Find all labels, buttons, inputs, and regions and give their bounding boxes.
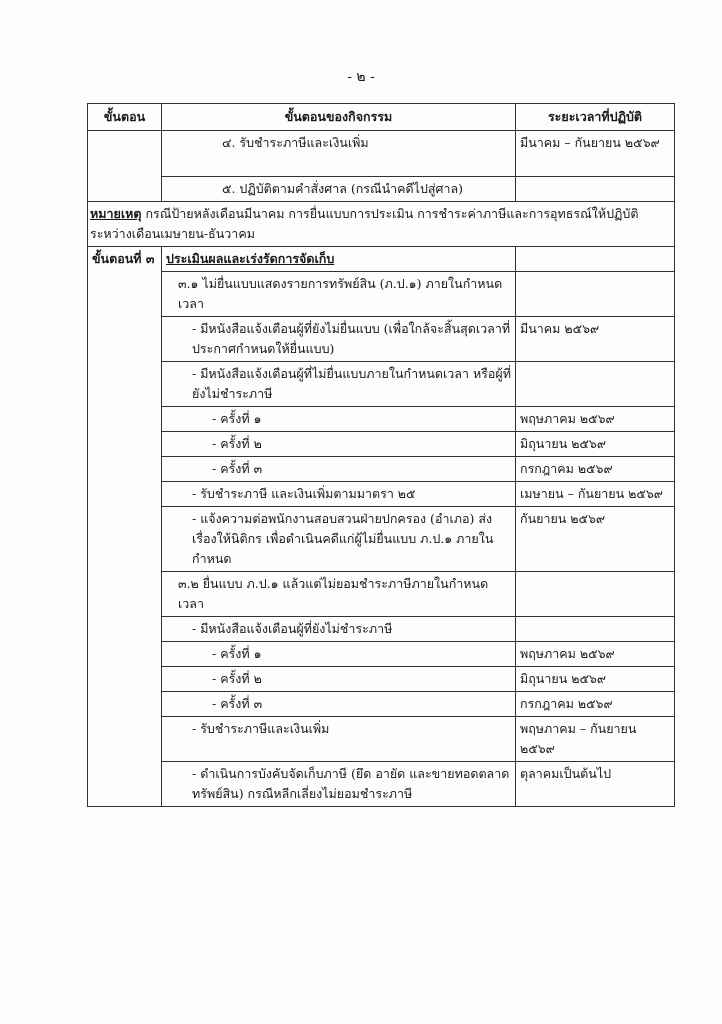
activity-cell: - มีหนังสือแจ้งเตือนผู้ที่ยังไม่ชำระภาษี [162,617,516,642]
activity-cell: - รับชำระภาษี และเงินเพิ่มตามมาตรา ๒๕ [162,482,516,507]
activity-cell: - มีหนังสือแจ้งเตือนผู้ที่ยังไม่ยื่นแบบ (เพื่อใกล้จะสิ้นสุดเวลาที่ประกาศกำหนดให้ยื่นแบบ) [162,317,516,362]
header-period: ระยะเวลาที่ปฏิบัติ [516,104,675,131]
period-cell [516,572,675,617]
period-cell: มิถุนายน ๒๕๖๙ [516,667,675,692]
table-row [88,642,675,667]
table-row [88,667,675,692]
table-row [88,507,675,572]
period-cell [516,177,675,202]
period-cell [516,362,675,407]
activity-cell: - ครั้งที่ ๑ [162,407,516,432]
activity-cell: - ครั้งที่ ๑ [162,642,516,667]
note-label: หมายเหตุ [90,206,142,221]
table-row [88,131,675,177]
period-cell: พฤษภาคม ๒๕๖๙ [516,407,675,432]
period-cell: มีนาคม ๒๕๖๙ [516,317,675,362]
note-row [88,202,675,247]
table-row [88,272,675,317]
table-row [88,482,675,507]
activity-cell: - แจ้งความต่อพนักงานสอบสวนฝ่ายปกครอง (อำเภอ) ส่งเรื่องให้นิติกร เพื่อดำเนินคดีแก่ผู้ไม่ยื่นแบบ ภ.ป.๑ ภายในกำหนด [162,507,516,572]
activity-cell: - รับชำระภาษีและเงินเพิ่ม [162,717,516,762]
header-step: ขั้นตอน [88,104,162,131]
period-cell: มิถุนายน ๒๕๖๙ [516,432,675,457]
activity-cell: - ครั้งที่ ๓ [162,692,516,717]
step-cell-continued [88,131,162,202]
period-cell [516,272,675,317]
table-row [88,457,675,482]
activity-cell: - มีหนังสือแจ้งเตือนผู้ที่ไม่ยื่นแบบภายในกำหนดเวลา หรือผู้ที่ยังไม่ชำระภาษี [162,362,516,407]
table-row [88,572,675,617]
period-cell [516,617,675,642]
step3-label: ขั้นตอนที่ ๓ [88,247,162,807]
activity-cell: - ดำเนินการบังคับจัดเก็บภาษี (ยึด อายัด และขายทอดตลาดทรัพย์สิน) กรณีหลีกเลี่ยงไม่ยอมชำระภาษี [162,762,516,807]
period-cell: กรกฎาคม ๒๕๖๙ [516,692,675,717]
table-row [88,407,675,432]
table-row [88,432,675,457]
period-cell: กันยายน ๒๕๖๙ [516,507,675,572]
table-row [88,362,675,407]
table-row [88,692,675,717]
activity-cell: ๓.๑ ไม่ยื่นแบบแสดงรายการทรัพย์สิน (ภ.ป.๑) ภายในกำหนดเวลา [162,272,516,317]
table-row [88,177,675,202]
table-row [88,762,675,807]
period-cell: พฤษภาคม ๒๕๖๙ [516,642,675,667]
table-row [88,247,675,272]
table-row [88,317,675,362]
activity-cell: - ครั้งที่ ๒ [162,432,516,457]
period-cell: กรกฎาคม ๒๕๖๙ [516,457,675,482]
table-row [88,617,675,642]
schedule-table [87,103,675,807]
period-cell: ตุลาคมเป็นต้นไป [516,762,675,807]
period-cell [516,247,675,272]
activity-cell: - ครั้งที่ ๒ [162,667,516,692]
step3-title: ประเมินผลและเร่งรัดการจัดเก็บ [162,247,516,272]
period-cell: มีนาคม – กันยายน ๒๕๖๙ [516,131,675,177]
activity-cell: ๔. รับชำระภาษีและเงินเพิ่ม [162,131,516,177]
activity-cell: ๓.๒ ยื่นแบบ ภ.ป.๑ แล้วแต่ไม่ยอมชำระภาษีภายในกำหนดเวลา [162,572,516,617]
activity-cell: ๕. ปฏิบัติตามคำสั่งศาล (กรณีนำคดีไปสู่ศาล) [162,177,516,202]
header-activity: ขั้นตอนของกิจกรรม [162,104,516,131]
period-cell: เมษายน – กันยายน ๒๕๖๙ [516,482,675,507]
note-cell [88,202,675,247]
note-text: กรณีป้ายหลังเดือนมีนาคม การยื่นแบบการประเมิน การชำระค่าภาษีและการอุทธรณ์ให้ปฏิบัติระหว่างเดือนเมษายน-ธันวาคม [90,206,639,241]
page-number: - ๒ - [347,69,375,85]
activity-cell: - ครั้งที่ ๓ [162,457,516,482]
period-cell: พฤษภาคม – กันยายน ๒๕๖๙ [516,717,675,762]
table-row [88,717,675,762]
table-header-row [88,104,675,131]
